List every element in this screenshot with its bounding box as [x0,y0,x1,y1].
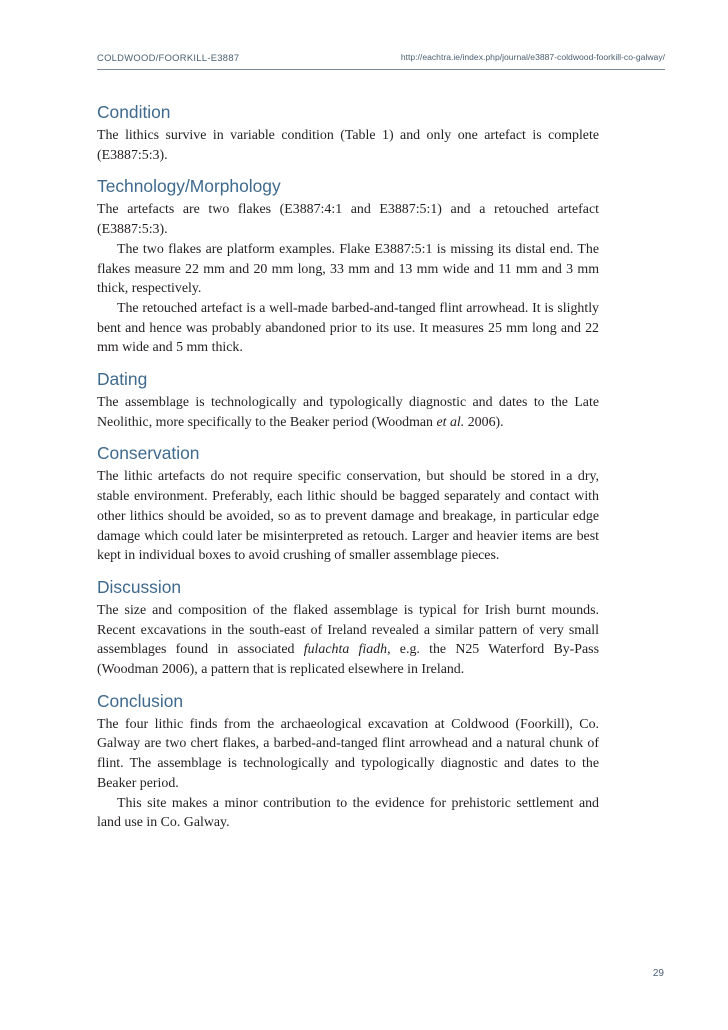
section-heading: Condition [97,102,171,122]
page-header [97,52,665,66]
paragraph: The lithics survive in variable condition (Table 1) and only one artefact is complete (E3887:5:3). [97,128,599,163]
section-conclusion [97,690,599,833]
running-title: COLDWOOD/FOORKILL-E3887 [97,52,240,63]
paragraph: The lithic artefacts do not require specific conservation, but should be stored in a dry, stable environment. Preferably, each lithic should be bagged separately and contact with other lithics should be avoided, so as to prevent damage and breakage, in particular edge damage which could later be misinterpreted as retouch. Larger and heavier items are best kept in individual boxes to avoid crushing of smaller assemblage pieces. [97,469,599,564]
source-url[interactable]: http://eachtra.ie/index.php/journal/e3887-coldwood-foorkill-co-galway/ [400,52,665,62]
text-run: The assemblage is technologically and typologically diagnostic and dates to the Late Neolithic, more specifically to the Beaker period (Woodman [97,395,599,430]
paragraph: The four lithic finds from the archaeological excavation at Coldwood (Foorkill), Co. Galway are two chert flakes, a barbed-and-tanged flint arrowhead and a natural chunk of flint. The assemblage is technologically and typologically diagnostic and dates to the Beaker period. [97,716,599,791]
page-number: 29 [652,968,664,979]
section-conservation [97,442,599,566]
section-heading: Dating [97,369,148,390]
section-heading: Conclusion [97,690,184,711]
italic-text: et al. [436,414,465,430]
section-dating [97,368,599,432]
paragraph [97,393,599,432]
section-discussion [97,576,599,680]
section-heading: Discussion [97,576,182,597]
paragraph: The retouched artefact is a well-made barbed-and-tanged flint arrowhead. It is slightly bent and hence was probably abandoned prior to its use. It measures 25 mm long and 22 mm wide and 5 mm thick. [97,300,599,356]
section-heading: Conservation [97,443,200,464]
article-body [97,101,599,843]
section-heading: Technology/Morphology [97,176,281,197]
paragraph: The artefacts are two flakes (E3887:4:1 and E3887:5:1) and a retouched artefact (E3887:5:3). [97,202,599,238]
paragraph [97,601,599,680]
section-technology-morphology [97,175,599,358]
text-run: 2006). [464,414,504,430]
header-divider [97,69,665,70]
italic-text: fulachta fiadh [303,642,388,658]
text-run: , e.g. the N25 Waterford By-Pass (Woodman 2006), a pattern that is replicated elsewhere in Ireland. [97,642,599,678]
paragraph: This site makes a minor contribution to the evidence for prehistoric settlement and land use in Co. Galway. [97,795,599,831]
text-run: The size and composition of the flaked assemblage is typical for Irish burnt mounds. Recent excavations in the south-east of Ireland revealed a similar pattern of very small assemblages found in associated [97,602,599,658]
section-condition [97,101,599,165]
paragraph: The two flakes are platform examples. Flake E3887:5:1 is missing its distal end. The flakes measure 22 mm and 20 mm long, 33 mm and 13 mm wide and 11 mm and 3 mm thick, respectively. [97,241,599,297]
